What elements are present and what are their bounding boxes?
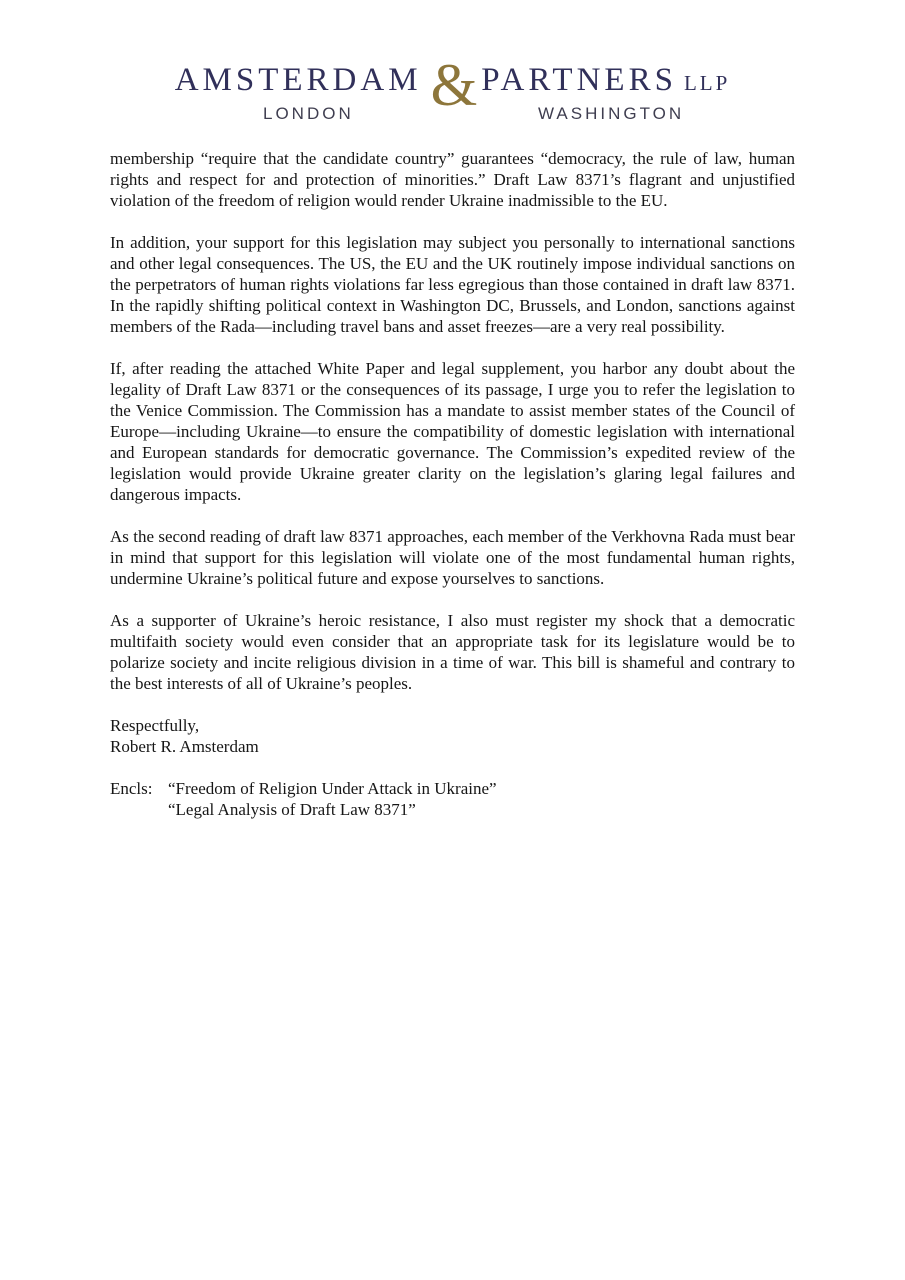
firm-word-amsterdam: AMSTERDAM [174, 62, 422, 98]
letterhead [0, 0, 905, 147]
paragraph-membership: membership “require that the candidate country” guarantees “democracy, the rule of law, human rights and respect for and protection of minorities.” Draft Law 8371’s flagrant and unjustified violation of the freedom of religion would render Ukraine inadmissible to the EU. [110, 149, 795, 210]
enclosure-item-legal-analysis: “Legal Analysis of Draft Law 8371” [168, 800, 416, 819]
closing-salutation: Respectfully, [110, 716, 200, 735]
firm-ampersand: & [430, 52, 478, 118]
closing-signature-name: Robert R. Amsterdam [110, 737, 259, 756]
enclosures-block [110, 778, 795, 820]
office-london-label: LONDON [263, 104, 354, 123]
paragraph-supporter: As a supporter of Ukraine’s heroic resistance, I also must register my shock that a democratic multifaith society would even consider that an appropriate task for its legislature would be to polarize society and incite religious division in a time of war. This bill is shameful and contrary to the best interests of all of Ukraine’s peoples. [110, 611, 795, 693]
enclosure-item-white-paper: “Freedom of Religion Under Attack in Ukraine” [168, 779, 497, 798]
paragraph-sanctions: In addition, your support for this legislation may subject you personally to international sanctions and other legal consequences. The US, the EU and the UK routinely impose individual sanctions on the perpetrators of human rights violations far less egregious than those contained in draft law 8371. In the rapidly shifting political context in Washington DC, Brussels, and London, sanctions against members of the Rada—including travel bans and asset freezes—are a very real possibility. [110, 233, 795, 336]
paragraph-venice-commission: If, after reading the attached White Paper and legal supplement, you harbor any doubt about the legality of Draft Law 8371 or the consequences of its passage, I urge you to refer the legislation to the Venice Commission. The Commission has a mandate to assist member states of the Council of Europe—including Ukraine—to ensure the compatibility of domestic legislation with international and European standards for democratic governance. The Commission’s expedited review of the legislation would provide Ukraine greater clarity on the legislation’s glaring legal failures and dangerous impacts. [110, 359, 795, 504]
letter-body [110, 148, 795, 820]
paragraph-second-reading: As the second reading of draft law 8371 approaches, each member of the Verkhovna Rada must bear in mind that support for this legislation will violate one of the most fundamental human rights, undermine Ukraine’s political future and expose yourselves to sanctions. [110, 527, 795, 588]
closing-block [110, 715, 795, 757]
office-washington-label: WASHINGTON [538, 104, 685, 123]
enclosures-label: Encls: [110, 779, 153, 798]
enclosures-list [168, 778, 497, 820]
firm-word-partners: PARTNERS [481, 62, 677, 98]
firm-suffix-llp: LLP [683, 71, 731, 95]
